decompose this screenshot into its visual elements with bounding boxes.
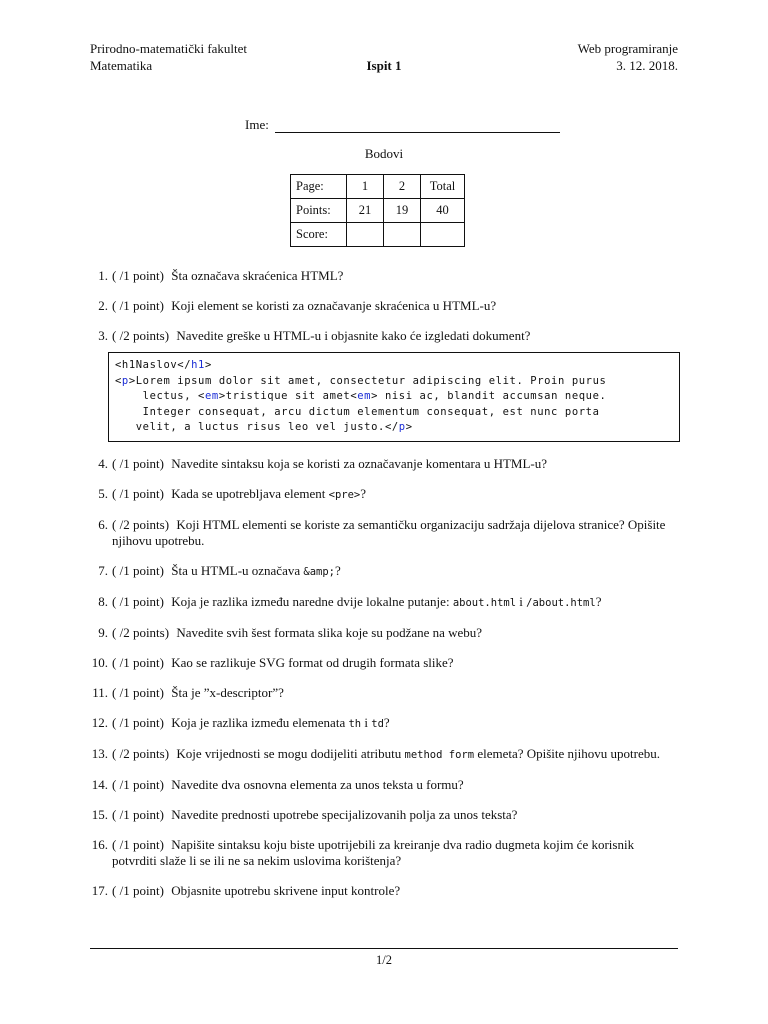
table-row [291,175,465,199]
footer-divider [90,948,678,949]
question-10: 10. ( /1 point) Kao se razlikuje SVG format od drugih formata slike? [91,654,454,670]
points-cell: 40 [421,199,465,223]
question-7: 7. ( /1 point) Šta u HTML-u označava &amp;? [98,562,341,578]
row-label: Page: [291,175,347,199]
column-header: Total [421,175,465,199]
name-label: Ime: [245,117,269,132]
column-header: 1 [347,175,384,199]
row-label: Points: [291,199,347,223]
question-11: 11. ( /1 point) Šta je ”x-descriptor”? [92,684,284,700]
question-12: 12. ( /1 point) Koja je razlika između elemenata th i td? [91,714,390,730]
header-right [578,40,678,74]
question-14: 14. ( /1 point) Navedite dva osnovna elementa za unos teksta u formu? [91,776,464,792]
question-8: 8. ( /1 point) Koja je razlika između naredne dvije lokalne putanje: about.html i /about.html? [98,593,602,609]
question-3: 3. ( /2 points) Navedite greške u HTML-u i objasnite kako će izgledati dokument? [98,328,531,343]
points-cell: 21 [347,199,384,223]
question-5: 5. ( /1 point) Kada se upotrebljava element <pre>? [98,485,367,501]
question-2: 2. ( /1 point) Koji element se koristi za označavanje skraćenica u HTML-u? [98,298,497,313]
name-blank-line[interactable] [275,118,560,133]
question-6: 6. ( /2 points) Koji HTML elementi se koriste za semantičku organizaciju sadržaja dijelova stranice? Opišite njihovu upotrebu. [98,516,666,548]
column-header: 2 [384,175,421,199]
score-cell[interactable] [421,223,465,247]
score-cell[interactable] [384,223,421,247]
exam-title: Ispit 1 [366,58,402,73]
score-title: Bodovi [364,146,404,161]
points-cell: 19 [384,199,421,223]
score-cell[interactable] [347,223,384,247]
exam-date: 3. 12. 2018. [616,58,678,73]
faculty-name: Prirodno-matematički fakultet [90,41,248,56]
question-15: 15. ( /1 point) Navedite prednosti upotrebe specijalizovanih polja za unos teksta? [91,806,518,822]
question-list [90,268,680,913]
table-row [291,223,465,247]
question-1: 1. ( /1 point) Šta označava skraćenica HTML? [98,268,344,283]
score-table [290,174,465,247]
table-row [291,199,465,223]
course-name: Web programiranje [577,41,678,56]
question-9: 9. ( /2 points) Navedite svih šest formata slika koje su podžane na webu? [98,624,483,640]
question-13: 13. ( /2 points) Koje vrijednosti se mogu dodijeliti atributu method form elemeta? Opišite njihovu upotrebu. [91,745,660,761]
question-17: 17. ( /1 point) Objasnite upotrebu skrivene input kontrole? [91,882,401,898]
page-number: 1/2 [376,953,392,967]
row-label: Score: [291,223,347,247]
name-field [245,117,560,133]
question-16: 16. ( /1 point) Napišite sintaksu koju biste upotrijebili za kreiranje dva radio dugmeta kojim će korisnik potvrditi slaže li se ili ne sa nekim uslovima korištenja? [91,836,635,868]
question-4: 4. ( /1 point) Navedite sintaksu koja se koristi za označavanje komentara u HTML-u? [98,455,548,471]
department-name: Matematika [90,58,153,73]
code-block: <h1Naslov</h1> <p>Lorem ipsum dolor sit amet, consectetur adipiscing elit. Proin purus lectus, <em>tristique sit amet<em> nisi ac, blandit accumsan neque. Integer consequat, arcu dictum elementum consequat, est nunc porta velit, a luctus risus leo vel justo.</p> [108,352,680,442]
